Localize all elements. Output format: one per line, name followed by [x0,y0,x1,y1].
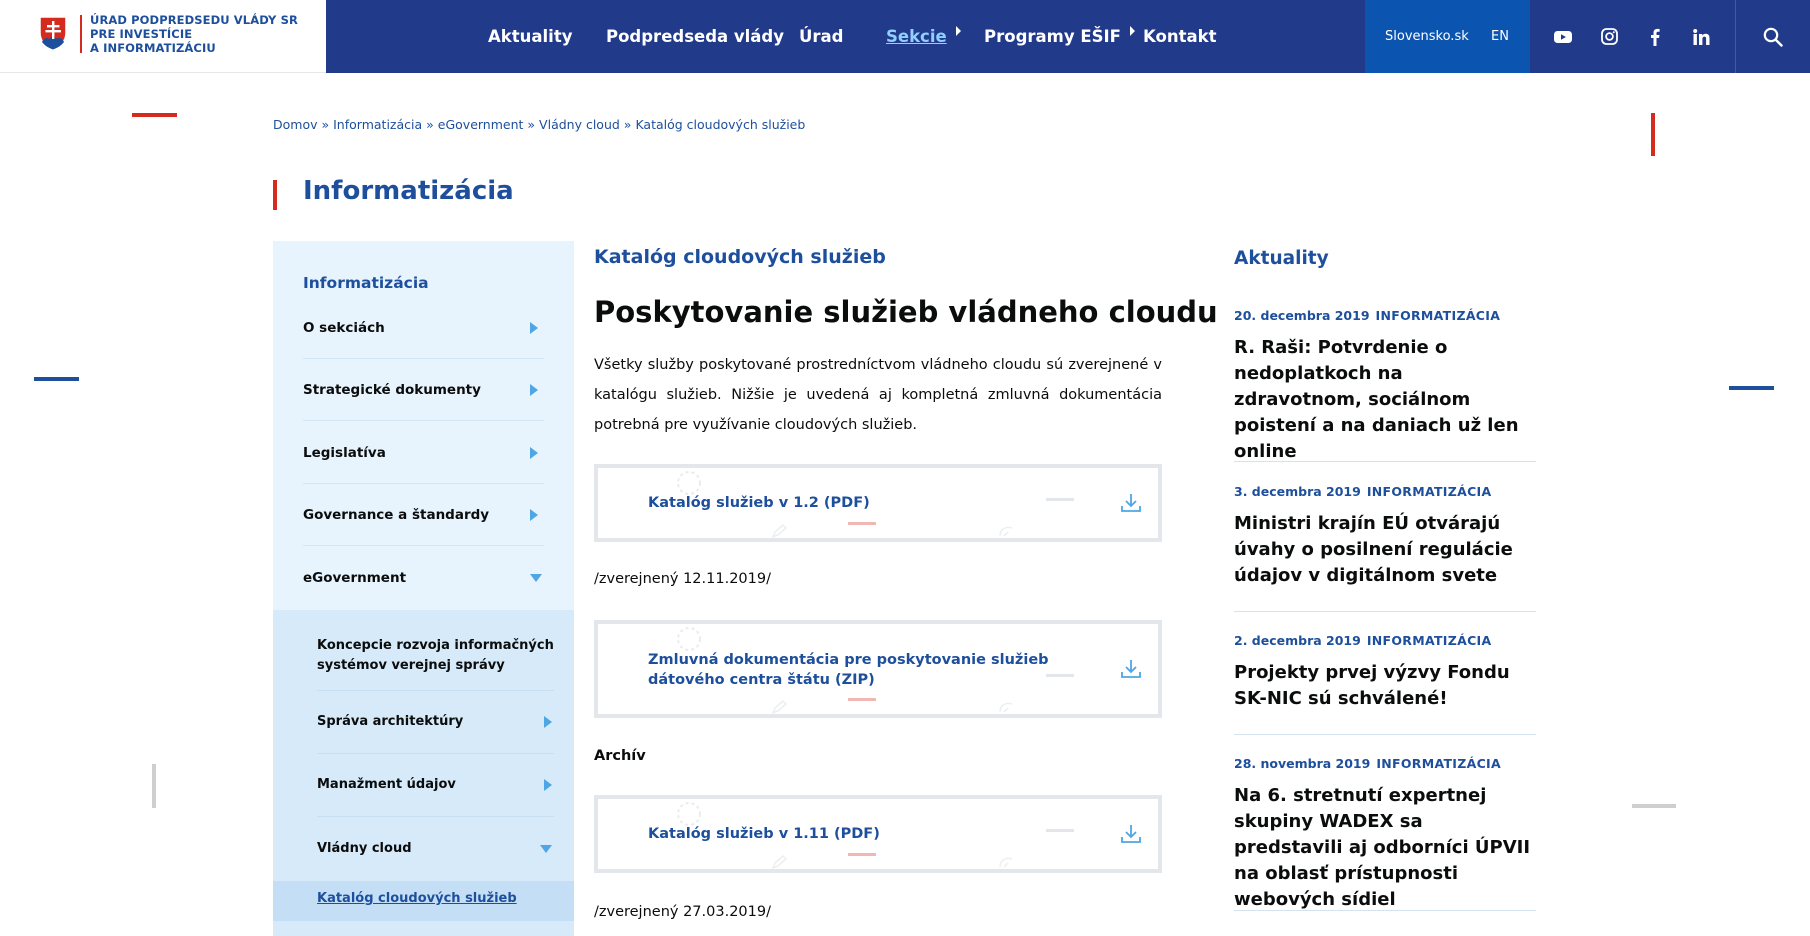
news-date: 3. decembra 2019 [1234,484,1361,499]
search-icon [1763,27,1783,47]
nav-aktuality[interactable] [488,0,572,73]
arrow-right-icon [530,447,538,459]
section-subtitle: Katalóg cloudových služieb [594,246,886,268]
nav-urad[interactable] [799,0,843,73]
news-meta [1234,308,1536,323]
breadcrumb-link[interactable]: eGovernment [437,117,524,132]
breadcrumb-separator: » [321,117,330,132]
sidebar-item-katalog-cloudovych-sluzieb[interactable]: Katalóg cloudových služieb [317,891,517,906]
decorative-dash [1046,829,1074,832]
download-icon [1120,823,1142,845]
news-title[interactable]: Projekty prvej výzvy Fondu SK-NIC sú schválené! [1234,662,1510,709]
nav-kontakt[interactable] [1143,0,1216,73]
intro-paragraph: Všetky služby poskytované prostredníctvom vládneho cloudu sú zverejnené v katalógu služieb. Nižšie je uvedená aj kompletná zmluvná dokumentácia potrebná pre využívanie cloudových služieb. [594,357,1162,433]
site-logo[interactable] [0,0,326,73]
title-accent [273,180,277,210]
decorative-line [132,113,177,117]
sidebar-item-governance[interactable] [303,484,544,546]
sidebar-subitem-vladny-cloud[interactable] [317,817,554,880]
download-card[interactable] [594,795,1162,873]
decorative-pencil-icon [772,524,788,538]
decorative-pencil-icon [772,855,788,869]
decorative-dash [848,698,876,701]
sidebar-item-label: Governance a štandardy [303,506,490,523]
news-title[interactable]: Na 6. stretnutí expertnej skupiny WADEX sa predstavili aj odborníci ÚPVII na oblasť prístupnosti webových sídiel [1234,785,1531,910]
download-card[interactable] [594,464,1162,542]
nav-label: Programy EŠIF [984,27,1121,46]
nav-label: Úrad [799,27,844,46]
news-item[interactable] [1234,308,1536,462]
decorative-dash [848,522,876,525]
sidebar-subitem-sprava-architektury[interactable] [317,691,554,754]
main-heading: Poskytovanie služieb vládneho cloudu [594,295,1218,329]
nav-label: Aktuality [488,27,573,46]
sidebar-subitem-koncepcie[interactable] [317,621,554,691]
news-category[interactable]: INFORMATIZÁCIA [1366,633,1492,648]
news-category[interactable]: INFORMATIZÁCIA [1366,484,1492,499]
search-button[interactable] [1735,0,1810,73]
breadcrumb-separator: » [623,117,632,132]
decorative-line [34,377,79,381]
sidebar-subitem-label: Správa architektúry [317,714,464,729]
news-category[interactable]: INFORMATIZÁCIA [1375,308,1501,323]
nav-sekcie[interactable] [886,0,961,73]
decorative-dash [1046,674,1074,677]
breadcrumb-current[interactable]: Katalóg cloudových služieb [635,117,806,132]
decorative-line [152,764,156,808]
page-title: Informatizácia [303,176,514,206]
news-title[interactable]: Ministri krajín EÚ otvárajú úvahy o posilnení regulácie údajov v digitálnom svete [1234,513,1513,586]
news-date: 28. novembra 2019 [1234,756,1371,771]
news-item[interactable] [1234,633,1536,735]
breadcrumb-link[interactable]: Domov [273,117,318,132]
sidebar-item-label: O sekciách [303,319,385,336]
logo-line: ÚRAD PODPREDSEDU VLÁDY SR [90,13,298,27]
nav-label: Kontakt [1143,27,1217,46]
sidebar-heading[interactable]: Informatizácia [303,274,429,292]
breadcrumb-separator: » [527,117,536,132]
download-icon [1120,658,1142,680]
sidebar-item-egovernment[interactable] [303,547,544,609]
news-title[interactable]: R. Raši: Potvrdenie o nedoplatkoch na zdravotnom, sociálnom poistení a na daniach už len online [1234,337,1519,462]
caret-right-icon [1130,26,1135,36]
decorative-line [1651,113,1655,156]
sidebar-subitem-label: Manažment údajov [317,777,456,792]
decorative-pencil-icon [772,700,788,714]
logo-text [90,13,310,55]
facebook-icon[interactable] [1640,0,1670,73]
arrow-right-icon [530,384,538,396]
breadcrumb-link[interactable]: Vládny cloud [539,117,620,132]
decorative-shape-icon [998,700,1016,714]
download-icon [1120,492,1142,514]
nav-podpredseda-vlady[interactable] [606,0,784,73]
download-link[interactable]: Katalóg služieb v 1.11 (PDF) [648,826,880,842]
published-date: /zverejnený 27.03.2019/ [594,904,771,920]
arrow-right-icon [544,716,552,728]
nav-programy-esif[interactable] [984,0,1135,73]
news-item[interactable] [1234,484,1536,612]
news-meta [1234,633,1536,648]
logo-line: PRE INVESTÍCIE [90,27,193,41]
sidebar-item-strategicke-dokumenty[interactable] [303,359,544,421]
decorative-shape-icon [998,524,1016,538]
youtube-icon[interactable] [1548,0,1578,73]
sidebar-nav [273,241,574,936]
breadcrumb [273,117,805,132]
sidebar-item-label: eGovernment [303,570,407,586]
news-date: 2. decembra 2019 [1234,633,1361,648]
coat-of-arms-icon [38,15,68,51]
news-date: 20. decembra 2019 [1234,308,1370,323]
published-date: /zverejnený 12.11.2019/ [594,571,771,587]
sidebar-subitem-label: Koncepcie rozvoja informačných systémov verejnej správy [317,637,554,673]
news-meta [1234,756,1536,771]
download-card[interactable] [594,620,1162,718]
sidebar-item-legislativa[interactable] [303,422,544,484]
arrow-right-icon [544,779,552,791]
caret-right-icon [956,26,961,36]
decorative-dash [1046,498,1074,501]
nav-label: Podpredseda vlády [606,27,785,46]
arrow-right-icon [530,509,538,521]
logo-divider [80,15,82,53]
arrow-down-icon [540,845,552,853]
news-item[interactable] [1234,756,1536,911]
breadcrumb-separator: » [426,117,434,132]
arrow-right-icon [530,322,538,334]
decorative-line [1632,804,1676,808]
linkedin-icon[interactable] [1686,0,1716,73]
instagram-icon[interactable] [1594,0,1624,73]
decorative-shape-icon [998,855,1016,869]
sidebar-subitem-label: Vládny cloud [317,840,412,856]
sidebar-item-label: Legislatíva [303,444,386,461]
sidebar-item-label: Strategické dokumenty [303,381,481,398]
language-en-link[interactable]: EN [1491,29,1509,44]
decorative-line [1729,386,1774,390]
sidebar-item-o-sekciach[interactable] [303,297,544,359]
news-heading: Aktuality [1234,248,1329,269]
site-header [0,0,1810,73]
archive-heading: Archív [594,748,646,764]
decorative-circle-icon [676,626,702,652]
decorative-dash [848,853,876,856]
slovensko-sk-link[interactable]: Slovensko.sk [1385,29,1469,44]
breadcrumb-link[interactable]: Informatizácia [333,117,423,132]
news-meta [1234,484,1536,499]
arrow-down-icon [530,574,542,582]
download-link[interactable]: Zmluvná dokumentácia pre poskytovanie služieb dátového centra štátu (ZIP) [648,652,1049,688]
sidebar-subitem-manazment-udajov[interactable] [317,754,554,817]
news-category[interactable]: INFORMATIZÁCIA [1376,756,1501,771]
download-link[interactable]: Katalóg služieb v 1.2 (PDF) [648,495,870,511]
nav-label: Sekcie [886,27,947,46]
logo-line: A INFORMATIZÁCIU [90,41,216,55]
